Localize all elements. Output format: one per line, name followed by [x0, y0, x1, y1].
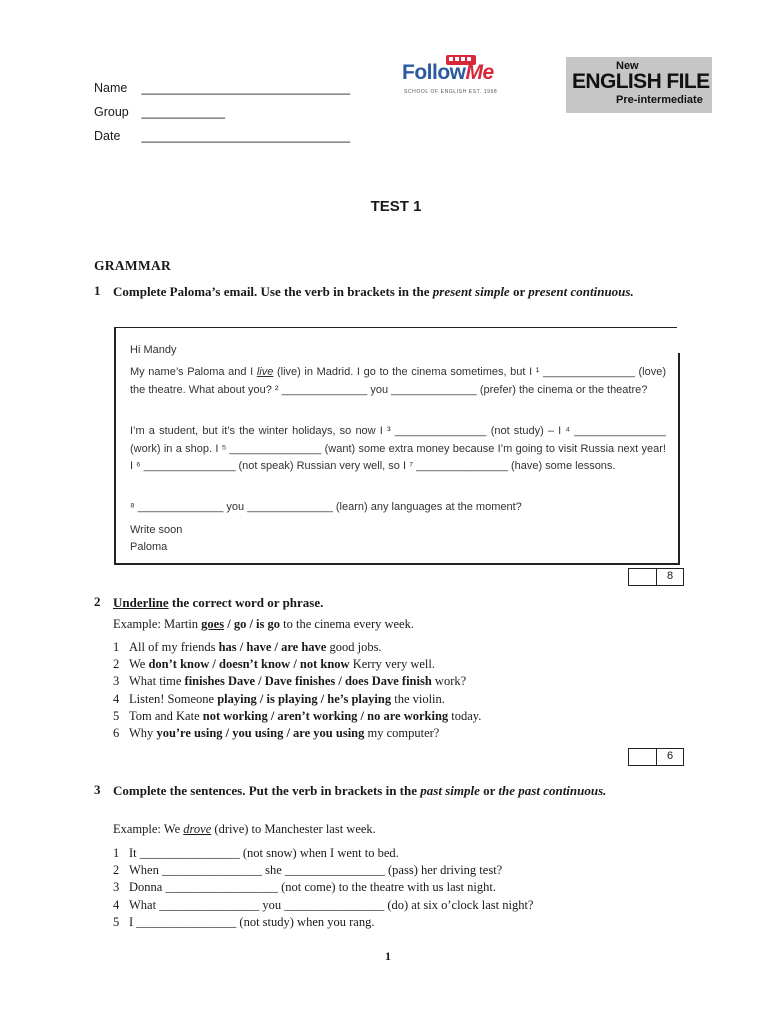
q2-instruction — [113, 594, 653, 611]
q1-score: 8 — [666, 570, 674, 582]
item-text[interactable]: When ________________ she ________________ (pass) her driving test? — [129, 863, 503, 878]
me-word: Me — [465, 61, 494, 84]
q1-score-box[interactable] — [628, 568, 684, 586]
item-text: What time — [129, 674, 185, 689]
name-field[interactable] — [94, 81, 350, 95]
date-label: Date — [94, 129, 121, 143]
followme-word: Follow — [402, 61, 466, 84]
english-file-logo — [566, 57, 712, 113]
group-label: Group — [94, 105, 129, 119]
list-item — [113, 708, 481, 725]
list-item — [113, 862, 533, 879]
list-item — [113, 639, 481, 656]
list-item — [113, 673, 481, 690]
item-number: 3 — [113, 880, 120, 895]
email-paragraph-1 — [130, 364, 666, 399]
item-number: 2 — [113, 657, 120, 672]
q1-text-em1: present simple — [432, 284, 510, 299]
item-number: 5 — [113, 708, 120, 723]
q2-example — [113, 617, 414, 632]
list-item — [113, 691, 481, 708]
date-line: ______________________________ — [141, 129, 351, 143]
q3-text-a: Complete the sentences. Put the verb in brackets in the — [113, 783, 421, 798]
item-text: Tom and Kate — [129, 708, 203, 723]
page-number: 1 — [385, 949, 391, 963]
email-signature: Paloma — [130, 541, 168, 553]
q3-example-b: (drive) to Manchester last week. — [211, 822, 376, 836]
date-field[interactable] — [94, 129, 350, 143]
item-number: 4 — [113, 691, 120, 706]
item-options[interactable]: don’t know / doesn’t know / not know — [148, 657, 350, 672]
item-number: 4 — [113, 897, 120, 912]
q3-example — [113, 822, 376, 837]
item-options[interactable]: playing / is playing / he’s playing — [217, 691, 392, 706]
item-options[interactable]: not working / aren’t working / no are working — [202, 708, 449, 723]
list-item — [113, 879, 533, 896]
item-text: We — [129, 657, 149, 672]
item-text: good jobs. — [326, 640, 382, 654]
email-paragraph-3: ⁸ ______________ you ______________ (learn) any languages at the moment? — [130, 501, 522, 513]
item-text[interactable]: I ________________ (not study) when you rang. — [129, 914, 375, 929]
q2-list — [113, 639, 481, 742]
email-paragraph-2: I’m a student, but it’s the winter holidays, so now I ³ _______________ (not study) – I ⁴ _______________ (work) in a shop. I ⁵ _______________ (want) some extra money because I’m going to visit Russia next year! I ⁶ _______________ (not speak) Russian very well, so I ⁷ _______________ (have) some lessons. — [130, 425, 666, 472]
section-heading: GRAMMAR — [94, 258, 172, 273]
list-item — [113, 725, 481, 742]
list-item — [113, 914, 533, 931]
item-text[interactable]: Donna __________________ (not come) to the theatre with us last night. — [129, 880, 496, 895]
q2-example-a: Example: Martin — [113, 617, 202, 631]
email-example-answer: live — [256, 366, 274, 378]
q3-number: 3 — [94, 782, 101, 797]
email-p1-b: (live) in Madrid. I go to the cinema sometimes, but I ¹ _______________ (love) the theatre. What about you? ² ______________ you ______________ (prefer) the cinema or the theatre? — [130, 366, 667, 396]
item-text: the violin. — [391, 691, 445, 706]
item-options[interactable]: you’re using / you using / are you using — [156, 726, 365, 741]
item-options[interactable]: has / have / are have — [218, 640, 327, 654]
item-text: Kerry very well. — [349, 657, 435, 672]
q3-example-answer: drove — [183, 822, 212, 836]
ef-level-label: Pre-intermediate — [616, 94, 703, 106]
email-greeting: Hi Mandy — [130, 344, 177, 356]
item-number: 6 — [113, 726, 120, 741]
q3-example-a: Example: We — [113, 822, 184, 836]
item-text[interactable]: What ________________ you ________________ (do) at six o’clock last night? — [129, 897, 534, 912]
item-number: 3 — [113, 674, 120, 689]
q3-instruction — [113, 782, 653, 799]
name-line: ______________________________ — [141, 81, 351, 95]
item-number: 2 — [113, 863, 120, 878]
q2-example-options: / go / is go — [224, 617, 281, 631]
q1-text-a: Complete Paloma’s email. Use the verb in brackets in the — [113, 284, 433, 299]
item-text: my computer? — [364, 726, 440, 741]
list-item — [113, 845, 533, 862]
q3-text-b: or — [479, 783, 499, 798]
q2-example-answer: goes — [201, 617, 225, 631]
followme-tagline: SCHOOL OF ENGLISH EST. 1998 — [404, 89, 498, 95]
q2-example-c: to the cinema every week. — [280, 617, 414, 631]
q3-text-em1: past simple — [420, 783, 480, 798]
q1-instruction — [113, 283, 653, 300]
email-p1-a: My name’s Paloma and I — [130, 366, 257, 378]
q3-list — [113, 845, 533, 931]
q2-number: 2 — [94, 594, 101, 609]
item-text: Why — [129, 726, 157, 741]
q2-score: 6 — [666, 750, 674, 762]
name-label: Name — [94, 81, 128, 95]
group-line: ____________ — [141, 105, 225, 119]
q2-score-box[interactable] — [628, 748, 684, 766]
list-item — [113, 897, 533, 914]
test-title: TEST 1 — [370, 198, 422, 215]
item-number: 1 — [113, 846, 120, 860]
q3-text-em2: the past continuous. — [498, 783, 607, 798]
item-text: work? — [431, 674, 467, 689]
q2-text-underlined: Underline — [113, 595, 169, 610]
ef-new-label: New — [616, 60, 639, 72]
q1-text-em2: present continuous. — [528, 284, 634, 299]
group-field[interactable] — [94, 105, 225, 119]
email-box — [114, 327, 680, 565]
item-text: All of my friends — [129, 640, 219, 654]
ef-main-label: ENGLISH FILE — [572, 70, 710, 93]
q1-text-b: or — [509, 284, 529, 299]
item-number: 5 — [113, 914, 120, 929]
email-signoff: Write soon — [130, 524, 183, 536]
item-text[interactable]: It ________________ (not snow) when I went to bed. — [129, 846, 399, 860]
followme-logo — [398, 55, 518, 100]
q1-number: 1 — [94, 283, 101, 298]
item-options[interactable]: finishes Dave / Dave finishes / does Dave finish — [184, 674, 432, 689]
q2-text-rest: the correct word or phrase. — [168, 595, 324, 610]
item-text: today. — [448, 708, 482, 723]
list-item — [113, 656, 481, 673]
item-text: Listen! Someone — [129, 691, 218, 706]
item-number: 1 — [113, 640, 120, 654]
